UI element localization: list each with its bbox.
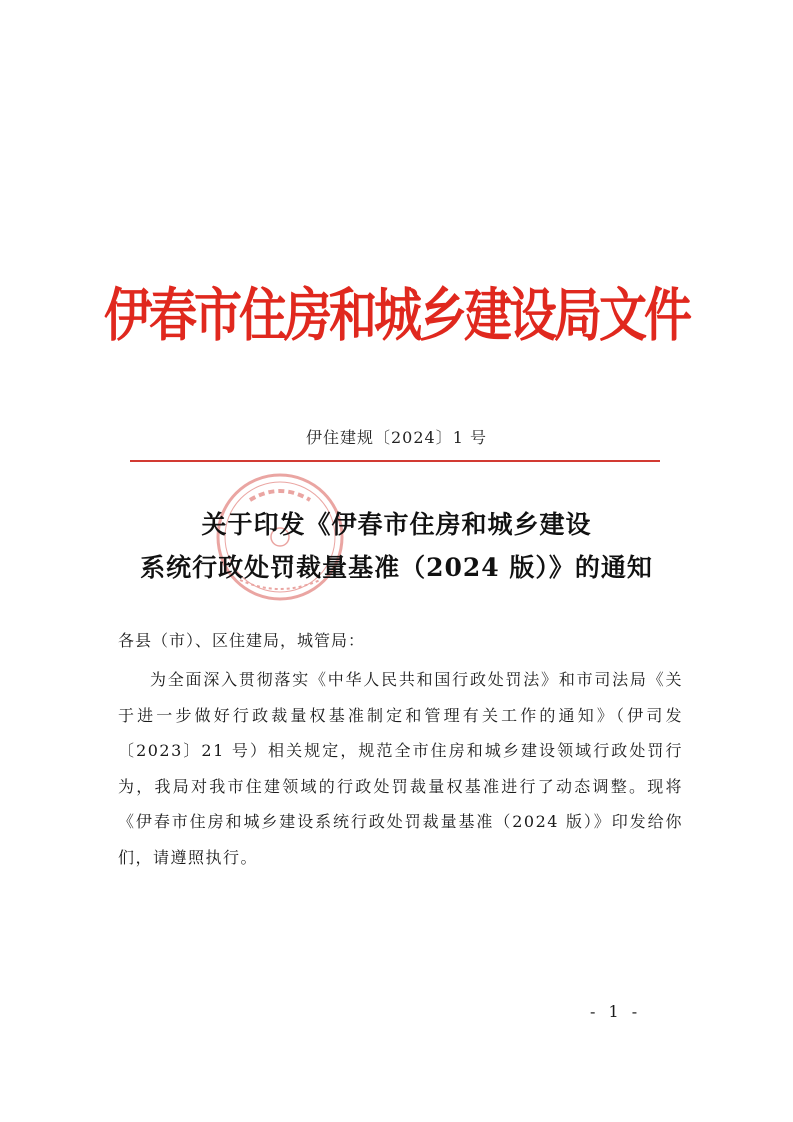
document-header-title: 伊春市住房和城乡建设局文件: [103, 282, 689, 350]
document-number: 伊住建规〔2024〕1 号: [306, 428, 487, 447]
addressee: 各县（市）、区住建局，城管局：: [118, 631, 366, 650]
notice-title-line-2: 系统行政处罚裁量基准（2024 版）》的通知: [140, 553, 653, 582]
page-number: - 1 -: [590, 1002, 642, 1021]
notice-title-line-1: 关于印发《伊春市住房和城乡建设: [201, 510, 592, 539]
body-paragraph: 为全面深入贯彻落实《中华人民共和国行政处罚法》和市司法局《关于进一步做好行政裁量权基准制定和管理有关工作的通知》（伊司发〔2023〕21 号）相关规定，规范全市住房和城乡建设领域行政处罚行为，我局对我市住建领域的行政处罚裁量权基准进行了动态调整。现将《伊春市住房和城乡建设系统行政处罚裁量基准（2024 版）》印发给你们，请遵照执行。: [118, 670, 683, 867]
